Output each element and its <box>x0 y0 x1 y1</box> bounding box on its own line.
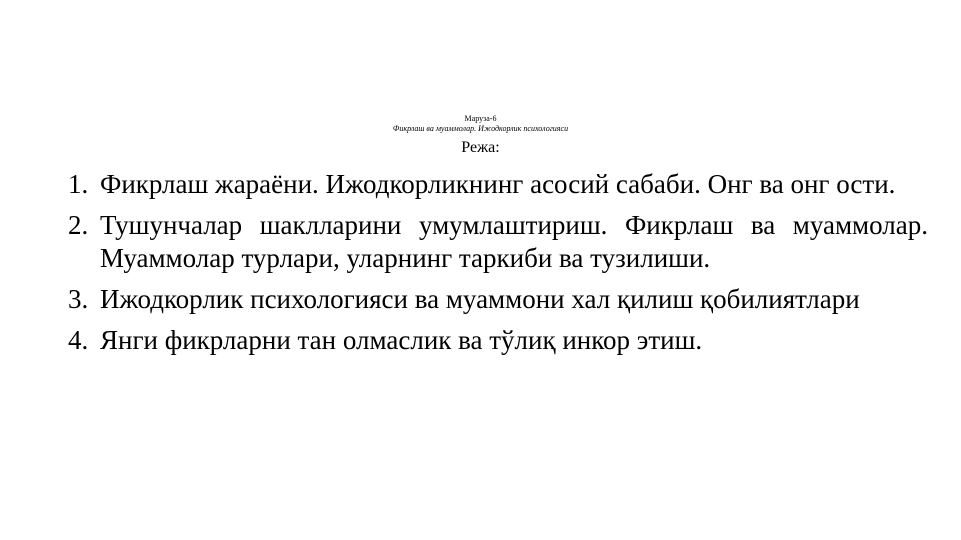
plan-list <box>68 168 928 365</box>
plan-item-number: 1. <box>68 169 89 199</box>
plan-item <box>68 209 928 275</box>
plan-item-text: Янги фикрларни тан олмаслик ва тўлиқ инкор этиш. <box>100 325 703 355</box>
plan-item-text: Ижодкорлик психологияси ва муаммони хал қилиш қобилиятлари <box>100 284 860 314</box>
plan-item-number: 2. <box>68 210 89 240</box>
lecture-topic: Фикрлаш ва муаммолар. Ижодкорлик психологияси <box>392 124 569 133</box>
lecture-number: Маруза-6 <box>464 114 497 123</box>
plan-item <box>68 283 928 316</box>
plan-item-text: Тушунчалар шаклларини умумлаштириш. Фикрлаш ва муаммолар. Муаммолар турлари, уларнинг таркиби ва тузилиши. <box>100 210 928 273</box>
plan-item-number: 4. <box>68 325 89 355</box>
plan-item-number: 3. <box>68 284 89 314</box>
plan-item <box>68 324 928 357</box>
plan-heading: Режа: <box>461 139 500 156</box>
plan-item <box>68 168 928 201</box>
plan-item-text: Фикрлаш жараёни. Ижодкорликнинг асосий сабаби. Онг ва онг ости. <box>100 169 896 199</box>
